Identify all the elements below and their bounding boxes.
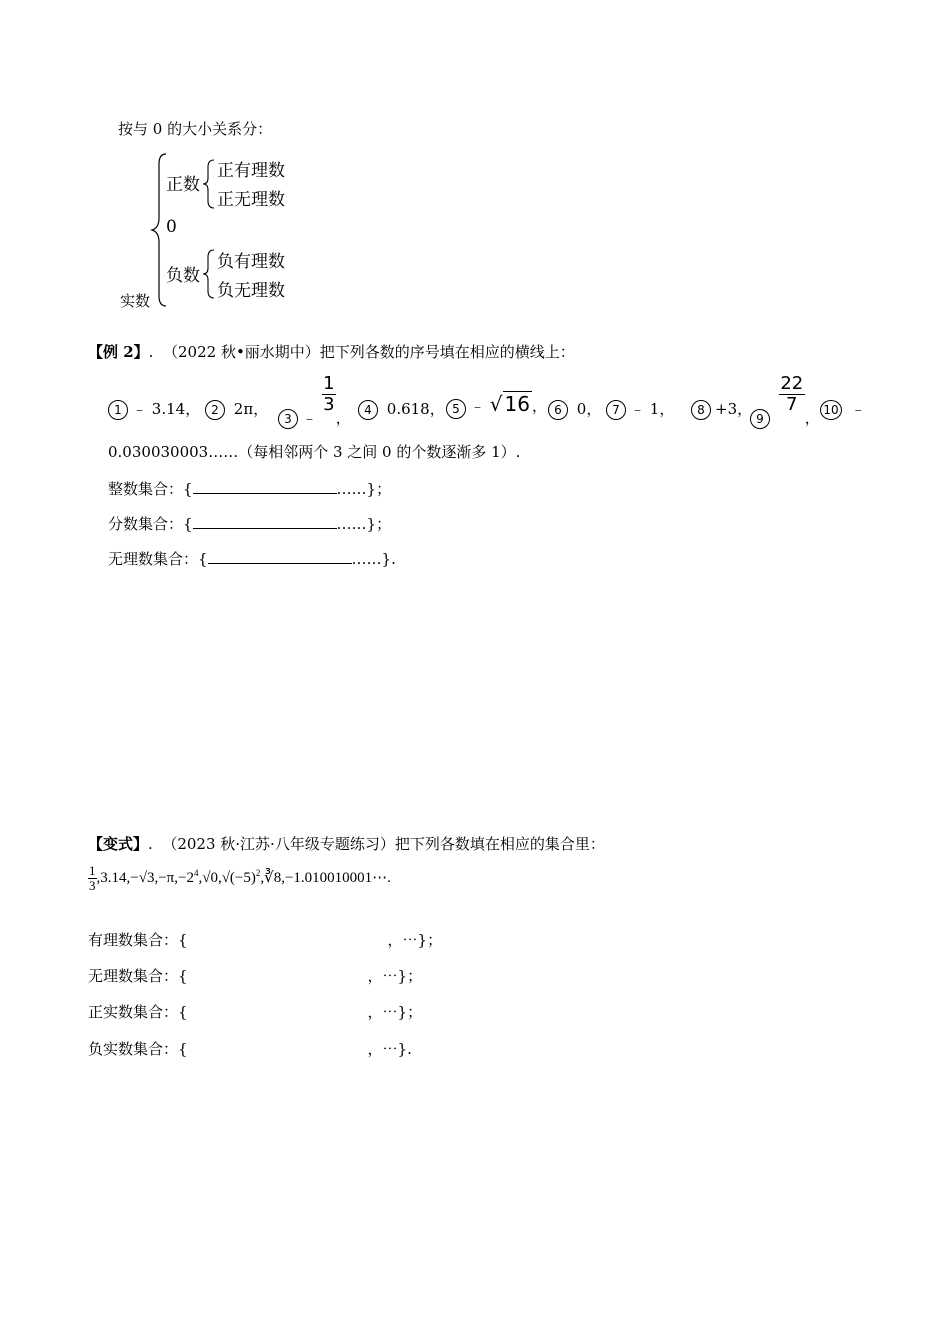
answer-blank[interactable]	[193, 512, 337, 529]
item-sign: ﹣	[630, 400, 646, 418]
negative-label: 负数	[166, 266, 200, 286]
item-value: 0.618	[386, 400, 430, 418]
item-sign: ﹣	[132, 400, 148, 418]
set-label: 负实数集合：{	[88, 1040, 188, 1058]
answer-blank[interactable]	[193, 477, 337, 494]
negative-irrational: 负无理数	[217, 281, 285, 301]
variant-tag: 【变式】	[88, 835, 149, 853]
set-irrationals	[108, 547, 396, 569]
item-7: 7 ﹣ 1，	[606, 398, 674, 420]
set-label: 有理数集合：{	[88, 931, 188, 949]
example2-header	[88, 341, 575, 362]
positive-brace-icon	[202, 158, 216, 210]
item-number: 10	[820, 400, 842, 420]
item-number: 9	[750, 409, 770, 429]
item-6: 6 0，	[548, 398, 601, 420]
fraction	[779, 374, 805, 415]
example2-dot: .	[148, 343, 154, 361]
set-end: ，⋯}.	[367, 1040, 412, 1058]
fraction-numerator: 22	[780, 373, 804, 394]
fraction-denominator: 3	[89, 878, 96, 893]
item-value: 3.14	[151, 400, 186, 418]
set-end: ，⋯}；	[387, 931, 443, 949]
number-text: .	[387, 869, 391, 886]
example2-question: 把下列各数的序号填在相应的横线上：	[319, 343, 575, 361]
number-text: −√3	[130, 869, 155, 886]
example2-tag: 【例 2】	[88, 343, 149, 361]
number-text: ,3.14,	[96, 869, 131, 886]
number-text: ,∛8,	[260, 869, 285, 886]
item-1: 1 ﹣ 3.14，	[108, 398, 200, 420]
set-label: 分数集合：{	[108, 515, 193, 533]
fraction-numerator: 1	[323, 373, 335, 394]
positive-label: 正数	[166, 175, 200, 195]
set-label: 无理数集合：{	[88, 967, 188, 985]
set-label: 无理数集合：{	[108, 550, 208, 568]
sqrt-radicand: 16	[504, 392, 530, 416]
item-number: 4	[358, 400, 378, 420]
set-rational	[88, 929, 442, 950]
item-3: 3 ﹣ $\frac{1}{3}$ ，	[278, 374, 351, 415]
item-5: 5 ﹣ √ 16 ，	[446, 392, 547, 417]
root-label: 实数	[120, 292, 151, 310]
number-text: −2	[178, 869, 194, 886]
variant-dot: .	[148, 835, 153, 853]
item-10	[820, 398, 866, 420]
item-number: 6	[548, 400, 568, 420]
example2-items	[108, 374, 868, 440]
fraction-denominator: 3	[323, 394, 335, 415]
fraction-numerator: 1	[89, 863, 96, 878]
set-end: ……}.	[351, 550, 396, 568]
answer-blank[interactable]	[208, 547, 352, 564]
exponent: 2	[255, 867, 261, 878]
classification-heading: 按与 0 的大小关系分：	[118, 120, 273, 138]
number-text: ,−π,	[154, 869, 178, 886]
set-negative-real	[88, 1038, 412, 1059]
item-number: 3	[278, 409, 298, 429]
negative-brace-icon	[202, 248, 216, 300]
item-number: 1	[108, 400, 128, 420]
fraction-denominator: 7	[786, 394, 798, 415]
number-text: ,√0,	[198, 869, 222, 886]
positive-irrational: 正无理数	[217, 190, 285, 210]
item-number: 7	[606, 400, 626, 420]
item-9: 9 $\frac{22}{7}$ ，	[750, 374, 820, 415]
set-end: ……}；	[336, 480, 392, 498]
item-number: 2	[205, 400, 225, 420]
item-sign: ﹣	[470, 397, 486, 415]
item-sign: ﹣	[850, 400, 866, 418]
item-value: 2π	[233, 400, 254, 418]
number-text: −1.010010001⋯	[284, 869, 388, 886]
set-end: ，⋯}；	[367, 967, 423, 985]
item-value: 1	[649, 400, 660, 418]
set-end: ，⋯}；	[367, 1003, 423, 1021]
variant-question: 把下列各数填在相应的集合里：	[394, 835, 605, 853]
variant-source: （2023 秋·江苏·八年级专题练习）	[162, 835, 395, 853]
set-irrational	[88, 965, 422, 986]
sqrt-icon: √ 16	[489, 392, 530, 416]
set-label: 整数集合：{	[108, 480, 193, 498]
item-number: 8	[691, 400, 711, 420]
set-positive-real	[88, 1001, 422, 1022]
zero-label: 0	[166, 217, 177, 237]
negative-rational: 负有理数	[217, 252, 285, 272]
item-sign: ﹣	[302, 408, 318, 427]
item-value: 0	[576, 400, 587, 418]
item-value: +3	[715, 400, 738, 418]
set-end: ……}；	[336, 515, 392, 533]
set-label: 正实数集合：{	[88, 1003, 188, 1021]
exponent: 4	[193, 867, 199, 878]
number-text: √(−5)	[221, 869, 256, 886]
example2-source: （2022 秋•丽水期中）	[163, 343, 320, 361]
set-fractions	[108, 512, 391, 534]
fraction	[88, 864, 97, 893]
variant-header	[88, 833, 605, 854]
item-number: 5	[446, 399, 466, 419]
example2-continuation: 0.030030003……（每相邻两个 3 之间 0 的个数逐渐多 1）.	[108, 443, 521, 461]
variant-numbers	[88, 864, 391, 893]
set-integers	[108, 477, 391, 499]
positive-rational: 正有理数	[217, 161, 285, 181]
item-4: 4 0.618，	[358, 398, 445, 420]
item-8: 8 +3，	[691, 398, 752, 420]
item-2: 2 2π，	[205, 398, 268, 420]
fraction	[322, 374, 336, 415]
